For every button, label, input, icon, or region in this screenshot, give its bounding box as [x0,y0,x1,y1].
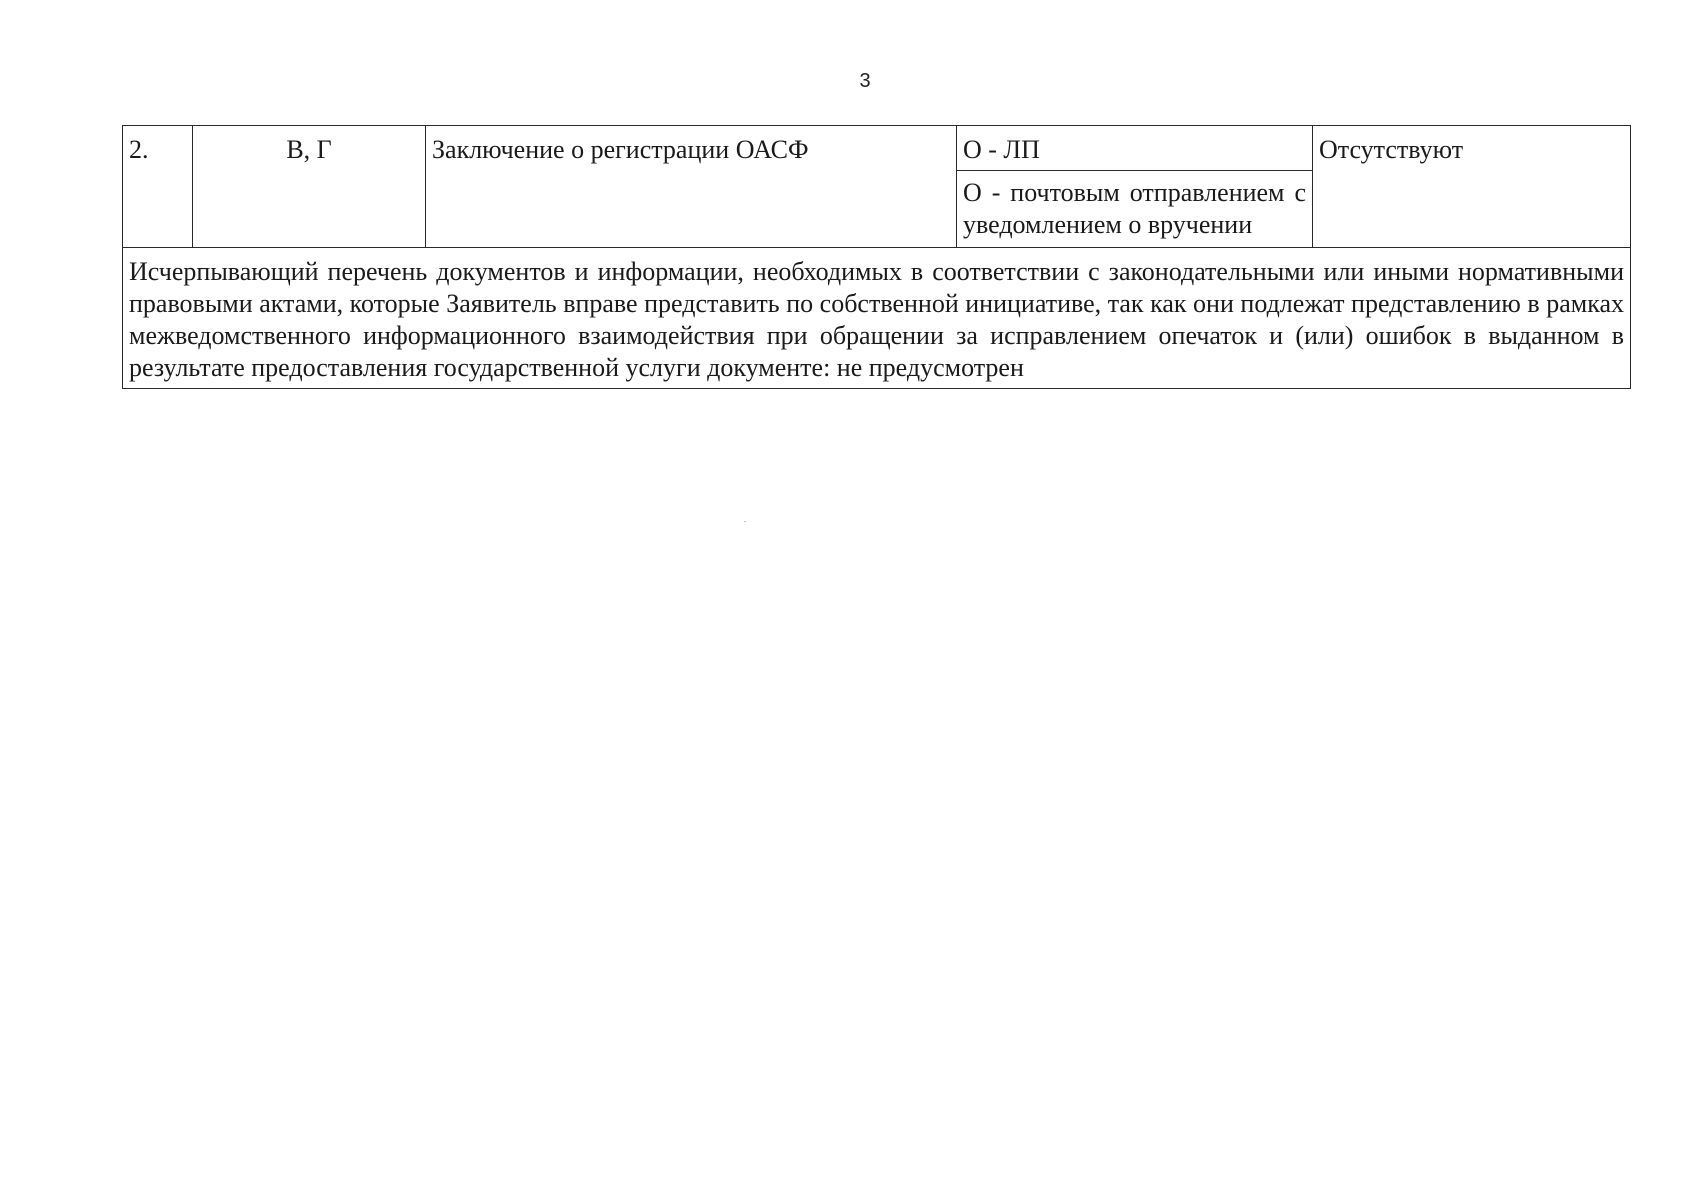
row-number-cell: 2. [123,126,193,248]
scan-speck [744,521,746,522]
summary-cell: Исчерпывающий перечень документов и информации, необходимых в соответствии с законодательными или иными нормативными правовыми актами, которые Заявитель вправе представить по собственной инициативе, так как они подлежат представлению в рамках межведомственного информационного взаимодействия при обращении за исправлением опечаток и (или) ошибок в выданном в результате предоставления государственной услуги документе: не предусмотрен [123,248,1631,389]
page-number: 3 [859,70,871,92]
row-codes-cell: В, Г [193,126,426,248]
row-note-cell: Отсутствуют [1313,126,1631,248]
table-row [123,126,1631,171]
row-method-cell-2: О - почтовым отправлением с уведомлением о вручении [957,171,1313,248]
document-table [122,125,1631,389]
row-document-cell: Заключение о регистрации ОАСФ [426,126,957,248]
table-summary-row [123,248,1631,389]
row-method-cell-1: О - ЛП [957,126,1313,171]
